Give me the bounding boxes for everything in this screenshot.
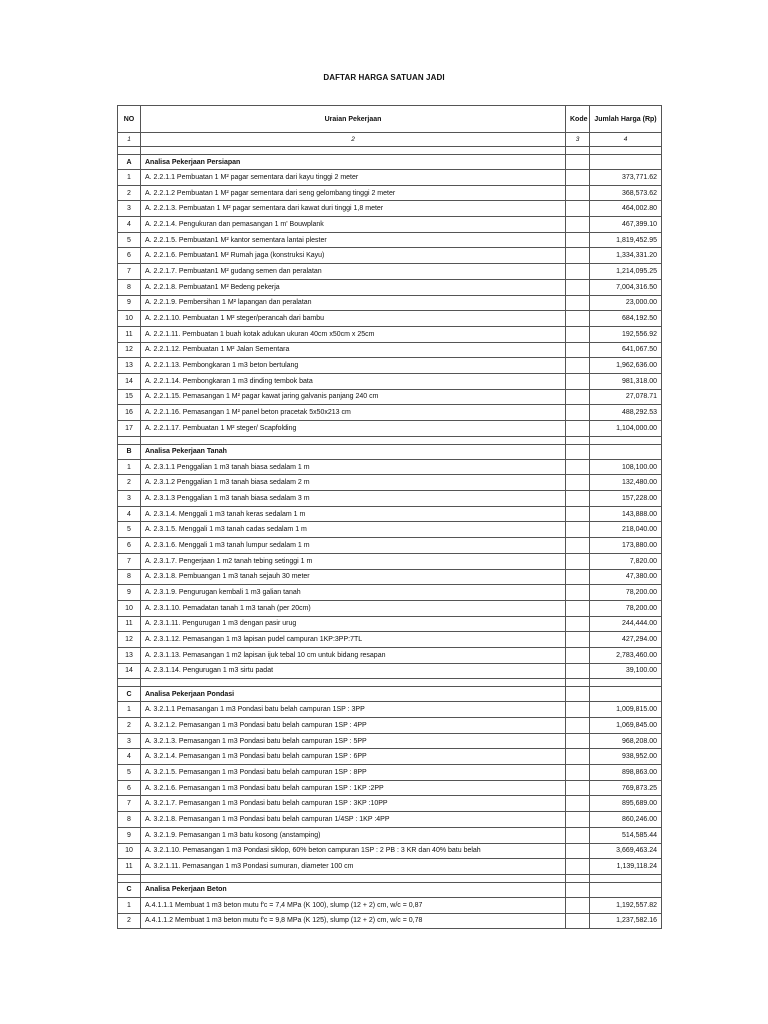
table-row (118, 232, 662, 248)
section-code: B (118, 444, 141, 459)
row-number: 7 (118, 553, 141, 569)
spacer-row (118, 679, 662, 687)
row-description: A.4.1.1.2 Membuat 1 m3 beton mutu f'c = 9,8 MPa (K 125), slump (12 + 2) cm, w/c = 0,78 (141, 913, 566, 929)
table-row (118, 569, 662, 585)
row-amount: 1,237,582.16 (590, 913, 662, 929)
row-kode (566, 279, 590, 295)
empty-cell (566, 444, 590, 459)
header-no: NO (118, 106, 141, 133)
table-row (118, 812, 662, 828)
row-kode (566, 326, 590, 342)
row-number: 9 (118, 585, 141, 601)
table-row (118, 459, 662, 475)
row-kode (566, 405, 590, 421)
row-kode (566, 702, 590, 718)
row-description: A. 2.2.1.3. Pembuatan 1 M² pagar sementara dari kawat duri tinggi 1,8 meter (141, 201, 566, 217)
row-kode (566, 600, 590, 616)
row-description: A. 3.2.1.4. Pemasangan 1 m3 Pondasi batu belah campuran 1SP : 6PP (141, 749, 566, 765)
empty-cell (590, 155, 662, 170)
row-kode (566, 459, 590, 475)
row-number: 9 (118, 827, 141, 843)
row-description: A. 2.2.1.2 Pembuatan 1 M² pagar sementara dari seng gelombang tinggi 2 meter (141, 185, 566, 201)
row-number: 10 (118, 843, 141, 859)
table-row (118, 765, 662, 781)
section-code: C (118, 687, 141, 702)
row-amount: 47,380.00 (590, 569, 662, 585)
table-row (118, 421, 662, 437)
empty-cell (118, 679, 141, 687)
row-amount: 1,104,000.00 (590, 421, 662, 437)
row-description: A. 2.3.1.5. Menggali 1 m3 tanah cadas sedalam 1 m (141, 522, 566, 538)
row-number: 13 (118, 358, 141, 374)
row-description: A. 2.2.1.11. Pembuatan 1 buah kotak adukan ukuran 40cm x50cm x 25cm (141, 326, 566, 342)
row-amount: 684,192.50 (590, 311, 662, 327)
table-row (118, 522, 662, 538)
row-kode (566, 506, 590, 522)
table-row (118, 538, 662, 554)
row-description: A. 2.2.1.6. Pembuatan1 M² Rumah jaga (konstruksi Kayu) (141, 248, 566, 264)
row-number: 10 (118, 600, 141, 616)
empty-cell (590, 444, 662, 459)
empty-cell (566, 147, 590, 155)
row-kode (566, 749, 590, 765)
row-kode (566, 585, 590, 601)
table-row (118, 859, 662, 875)
row-number: 14 (118, 373, 141, 389)
row-number: 5 (118, 232, 141, 248)
row-description: A. 2.2.1.14. Pembongkaran 1 m3 dinding tembok bata (141, 373, 566, 389)
row-kode (566, 232, 590, 248)
row-number: 7 (118, 796, 141, 812)
table-row (118, 616, 662, 632)
table-row (118, 843, 662, 859)
row-kode (566, 342, 590, 358)
row-kode (566, 264, 590, 280)
row-description: A. 2.2.1.13. Pembongkaran 1 m3 beton bertulang (141, 358, 566, 374)
table-row (118, 827, 662, 843)
table-row (118, 185, 662, 201)
row-amount: 3,669,463.24 (590, 843, 662, 859)
colnum-no: 1 (118, 133, 141, 147)
table-row (118, 342, 662, 358)
section-code: A (118, 155, 141, 170)
row-number: 2 (118, 913, 141, 929)
empty-cell (590, 687, 662, 702)
row-description: A. 2.3.1.13. Pemasangan 1 m2 lapisan ijuk tebal 10 cm untuk bidang resapan (141, 647, 566, 663)
row-description: A. 3.2.1.11. Pemasangan 1 m3 Pondasi sumuran, diameter 100 cm (141, 859, 566, 875)
empty-cell (566, 874, 590, 882)
row-description: A. 2.2.1.4. Pengukuran dan pemasangan 1 m' Bouwplank (141, 217, 566, 233)
row-amount: 173,880.00 (590, 538, 662, 554)
section-title: Analisa Pekerjaan Tanah (141, 444, 566, 459)
row-amount: 1,009,815.00 (590, 702, 662, 718)
row-amount: 143,888.00 (590, 506, 662, 522)
section-header-row (118, 687, 662, 702)
row-description: A. 2.2.1.17. Pembuatan 1 M² steger/ Scapfolding (141, 421, 566, 437)
table-row (118, 585, 662, 601)
row-amount: 2,783,460.00 (590, 647, 662, 663)
empty-cell (590, 147, 662, 155)
row-kode (566, 522, 590, 538)
row-number: 4 (118, 217, 141, 233)
row-amount: 78,200.00 (590, 585, 662, 601)
row-kode (566, 201, 590, 217)
row-amount: 7,004,316.50 (590, 279, 662, 295)
table-row (118, 248, 662, 264)
table-row (118, 733, 662, 749)
spacer-row (118, 147, 662, 155)
row-kode (566, 663, 590, 679)
empty-cell (118, 874, 141, 882)
row-amount: 157,228.00 (590, 491, 662, 507)
row-amount: 898,863.00 (590, 765, 662, 781)
row-number: 8 (118, 279, 141, 295)
table-row (118, 201, 662, 217)
row-number: 1 (118, 897, 141, 913)
row-amount: 218,040.00 (590, 522, 662, 538)
row-number: 15 (118, 389, 141, 405)
empty-cell (566, 679, 590, 687)
row-amount: 981,318.00 (590, 373, 662, 389)
row-number: 13 (118, 647, 141, 663)
row-amount: 23,000.00 (590, 295, 662, 311)
row-description: A. 3.2.1.2. Pemasangan 1 m3 Pondasi batu belah campuran 1SP : 4PP (141, 718, 566, 734)
row-description: A. 3.2.1.3. Pemasangan 1 m3 Pondasi batu belah campuran 1SP : 5PP (141, 733, 566, 749)
row-number: 5 (118, 765, 141, 781)
row-kode (566, 765, 590, 781)
row-kode (566, 475, 590, 491)
row-kode (566, 780, 590, 796)
table-row (118, 718, 662, 734)
document-title: DAFTAR HARGA SATUAN JADI (323, 73, 445, 82)
row-description: A. 3.2.1.8. Pemasangan 1 m3 Pondasi batu belah campuran 1/4SP : 1KP :4PP (141, 812, 566, 828)
row-number: 8 (118, 812, 141, 828)
table-row (118, 475, 662, 491)
section-code: C (118, 882, 141, 897)
row-description: A. 2.3.1.7. Pengerjaan 1 m2 tanah tebing setinggi 1 m (141, 553, 566, 569)
row-number: 3 (118, 733, 141, 749)
row-kode (566, 733, 590, 749)
row-amount: 373,771.62 (590, 170, 662, 186)
section-title: Analisa Pekerjaan Persiapan (141, 155, 566, 170)
row-number: 14 (118, 663, 141, 679)
table-row (118, 913, 662, 929)
header-description: Uraian Pekerjaan (141, 106, 566, 133)
row-amount: 78,200.00 (590, 600, 662, 616)
table-row (118, 389, 662, 405)
row-description: A. 2.2.1.8. Pembuatan1 M² Bedeng pekerja (141, 279, 566, 295)
row-description: A. 2.3.1.14. Pengurugan 1 m3 sirtu padat (141, 663, 566, 679)
row-description: A. 2.2.1.15. Pemasangan 1 M² pagar kawat jaring galvanis panjang 240 cm (141, 389, 566, 405)
row-number: 6 (118, 538, 141, 554)
colnum-amount: 4 (590, 133, 662, 147)
colnum-kode: 3 (566, 133, 590, 147)
table-row (118, 749, 662, 765)
row-number: 2 (118, 475, 141, 491)
row-description: A. 2.2.1.5. Pembuatan1 M² kantor sementara lantai plester (141, 232, 566, 248)
row-kode (566, 491, 590, 507)
row-number: 11 (118, 616, 141, 632)
empty-cell (590, 874, 662, 882)
row-number: 3 (118, 491, 141, 507)
row-kode (566, 796, 590, 812)
row-kode (566, 553, 590, 569)
table-row (118, 632, 662, 648)
table-header-row (118, 106, 662, 133)
row-number: 7 (118, 264, 141, 280)
row-amount: 132,480.00 (590, 475, 662, 491)
row-kode (566, 616, 590, 632)
empty-cell (590, 679, 662, 687)
row-amount: 368,573.62 (590, 185, 662, 201)
row-amount: 968,208.00 (590, 733, 662, 749)
table-row (118, 796, 662, 812)
row-kode (566, 170, 590, 186)
row-amount: 938,952.00 (590, 749, 662, 765)
spacer-row (118, 874, 662, 882)
row-number: 11 (118, 326, 141, 342)
row-amount: 1,069,845.00 (590, 718, 662, 734)
table-row (118, 326, 662, 342)
row-amount: 1,334,331.20 (590, 248, 662, 264)
table-row (118, 506, 662, 522)
row-kode (566, 185, 590, 201)
table-row (118, 311, 662, 327)
row-amount: 895,689.00 (590, 796, 662, 812)
row-amount: 769,873.25 (590, 780, 662, 796)
row-description: A.4.1.1.1 Membuat 1 m3 beton mutu f'c = 7,4 MPa (K 100), slump (12 + 2) cm, w/c = 0,87 (141, 897, 566, 913)
row-amount: 1,214,095.25 (590, 264, 662, 280)
row-number: 6 (118, 248, 141, 264)
empty-cell (141, 436, 566, 444)
row-amount: 244,444.00 (590, 616, 662, 632)
table-row (118, 295, 662, 311)
column-number-row (118, 133, 662, 147)
row-kode (566, 389, 590, 405)
row-amount: 467,399.10 (590, 217, 662, 233)
row-description: A. 2.2.1.16. Pemasangan 1 M² panel beton pracetak 5x50x213 cm (141, 405, 566, 421)
row-kode (566, 843, 590, 859)
row-description: A. 2.3.1.1 Penggalian 1 m3 tanah biasa sedalam 1 m (141, 459, 566, 475)
row-description: A. 2.2.1.10. Pembuatan 1 M² steger/perancah dari bambu (141, 311, 566, 327)
header-kode: Kode (566, 106, 590, 133)
empty-cell (590, 436, 662, 444)
table-row (118, 358, 662, 374)
row-description: A. 3.2.1.10. Pemasangan 1 m3 Pondasi siklop, 60% beton campuran 1SP : 2 PB : 3 KR dan 40% batu belah (141, 843, 566, 859)
price-table (117, 105, 662, 929)
row-kode (566, 421, 590, 437)
empty-cell (566, 882, 590, 897)
row-number: 6 (118, 780, 141, 796)
section-header-row (118, 882, 662, 897)
row-description: A. 3.2.1.9. Pemasangan 1 m3 batu kosong (anstamping) (141, 827, 566, 843)
row-amount: 108,100.00 (590, 459, 662, 475)
row-kode (566, 897, 590, 913)
row-kode (566, 217, 590, 233)
row-description: A. 2.3.1.3 Penggalian 1 m3 tanah biasa sedalam 3 m (141, 491, 566, 507)
section-title: Analisa Pekerjaan Beton (141, 882, 566, 897)
row-number: 1 (118, 702, 141, 718)
row-kode (566, 248, 590, 264)
row-kode (566, 718, 590, 734)
row-kode (566, 358, 590, 374)
row-kode (566, 632, 590, 648)
row-description: A. 3.2.1.6. Pemasangan 1 m3 Pondasi batu belah campuran 1SP : 1KP :2PP (141, 780, 566, 796)
row-number: 12 (118, 632, 141, 648)
row-number: 8 (118, 569, 141, 585)
row-description: A. 2.2.1.7. Pembuatan1 M² gudang semen dan peralatan (141, 264, 566, 280)
row-amount: 1,139,118.24 (590, 859, 662, 875)
row-kode (566, 647, 590, 663)
row-number: 11 (118, 859, 141, 875)
row-number: 16 (118, 405, 141, 421)
row-number: 2 (118, 185, 141, 201)
table-row (118, 491, 662, 507)
empty-cell (118, 147, 141, 155)
table-row (118, 373, 662, 389)
empty-cell (141, 874, 566, 882)
table-row (118, 702, 662, 718)
empty-cell (566, 687, 590, 702)
header-amount: Jumlah Harga (Rp) (590, 106, 662, 133)
row-number: 4 (118, 506, 141, 522)
row-kode (566, 913, 590, 929)
table-row (118, 405, 662, 421)
table-row (118, 217, 662, 233)
row-amount: 427,294.00 (590, 632, 662, 648)
table-row (118, 897, 662, 913)
row-kode (566, 569, 590, 585)
row-description: A. 2.3.1.8. Pembuangan 1 m3 tanah sejauh 30 meter (141, 569, 566, 585)
row-description: A. 2.3.1.4. Menggali 1 m3 tanah keras sedalam 1 m (141, 506, 566, 522)
row-description: A. 2.3.1.10. Pemadatan tanah 1 m3 tanah (per 20cm) (141, 600, 566, 616)
row-number: 12 (118, 342, 141, 358)
row-description: A. 3.2.1.7. Pemasangan 1 m3 Pondasi batu belah campuran 1SP : 3KP :10PP (141, 796, 566, 812)
row-number: 1 (118, 459, 141, 475)
section-title: Analisa Pekerjaan Pondasi (141, 687, 566, 702)
row-description: A. 2.3.1.11. Pengurugan 1 m3 dengan pasir urug (141, 616, 566, 632)
section-header-row (118, 444, 662, 459)
empty-cell (566, 155, 590, 170)
row-description: A. 2.2.1.1 Pembuatan 1 M² pagar sementara dari kayu tinggi 2 meter (141, 170, 566, 186)
row-kode (566, 812, 590, 828)
row-kode (566, 538, 590, 554)
colnum-description: 2 (141, 133, 566, 147)
row-description: A. 2.2.1.9. Pembersihan 1 M² lapangan dan peralatan (141, 295, 566, 311)
row-amount: 1,192,557.82 (590, 897, 662, 913)
row-description: A. 2.3.1.2 Penggalian 1 m3 tanah biasa sedalam 2 m (141, 475, 566, 491)
row-number: 2 (118, 718, 141, 734)
empty-cell (118, 436, 141, 444)
row-description: A. 2.3.1.12. Pemasangan 1 m3 lapisan pudel campuran 1KP:3PP:7TL (141, 632, 566, 648)
row-number: 5 (118, 522, 141, 538)
row-kode (566, 827, 590, 843)
spacer-row (118, 436, 662, 444)
row-amount: 464,002.80 (590, 201, 662, 217)
row-amount: 488,292.53 (590, 405, 662, 421)
table-row (118, 170, 662, 186)
row-description: A. 3.2.1.1 Pemasangan 1 m3 Pondasi batu belah campuran 1SP : 3PP (141, 702, 566, 718)
table-row (118, 264, 662, 280)
row-kode (566, 311, 590, 327)
row-number: 1 (118, 170, 141, 186)
row-amount: 514,585.44 (590, 827, 662, 843)
table-row (118, 780, 662, 796)
table-row (118, 553, 662, 569)
row-description: A. 2.2.1.12. Pembuatan 1 M² Jalan Sementara (141, 342, 566, 358)
section-header-row (118, 155, 662, 170)
row-amount: 27,078.71 (590, 389, 662, 405)
row-number: 3 (118, 201, 141, 217)
row-number: 4 (118, 749, 141, 765)
table-row (118, 279, 662, 295)
row-number: 10 (118, 311, 141, 327)
row-number: 9 (118, 295, 141, 311)
row-kode (566, 859, 590, 875)
table-row (118, 600, 662, 616)
table-row (118, 647, 662, 663)
row-amount: 860,246.00 (590, 812, 662, 828)
row-amount: 641,067.50 (590, 342, 662, 358)
row-amount: 192,556.92 (590, 326, 662, 342)
row-amount: 39,100.00 (590, 663, 662, 679)
row-kode (566, 295, 590, 311)
row-amount: 7,820.00 (590, 553, 662, 569)
empty-cell (590, 882, 662, 897)
empty-cell (141, 679, 566, 687)
row-amount: 1,962,636.00 (590, 358, 662, 374)
row-kode (566, 373, 590, 389)
row-description: A. 2.3.1.9. Pengurugan kembali 1 m3 galian tanah (141, 585, 566, 601)
row-description: A. 3.2.1.5. Pemasangan 1 m3 Pondasi batu belah campuran 1SP : 8PP (141, 765, 566, 781)
empty-cell (141, 147, 566, 155)
row-amount: 1,819,452.95 (590, 232, 662, 248)
row-number: 17 (118, 421, 141, 437)
table-row (118, 663, 662, 679)
empty-cell (566, 436, 590, 444)
row-description: A. 2.3.1.6. Menggali 1 m3 tanah lumpur sedalam 1 m (141, 538, 566, 554)
